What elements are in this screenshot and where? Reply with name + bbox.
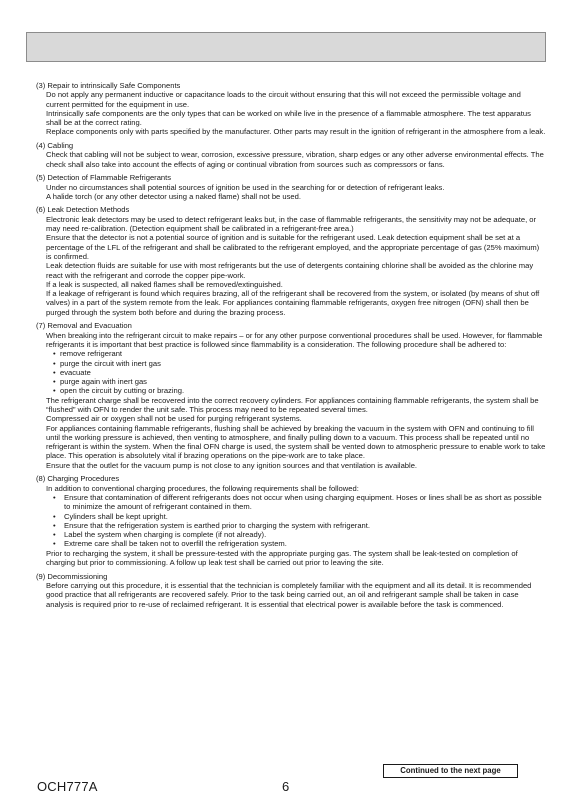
list-item: • evacuate [60, 368, 546, 377]
paragraph: If a leakage of refrigerant is found which requires brazing, all of the refrigerant shall be recovered from the system, or isolated (by means of shut off valves) in a part of the system remote from the leak. For appliances containing flammable refrigerants, oxygen free nitrogen (OFN) shall then be purged through the system both before and during the brazing process. [46, 289, 540, 317]
model-number: OCH777A [37, 779, 98, 794]
list-item: • Extreme care shall be taken not to overfill the refrigeration system. [60, 539, 546, 548]
section-title: (3) Repair to intrinsically Safe Components [36, 81, 181, 90]
section-leak-detection-methods [36, 205, 546, 317]
paragraph: Ensure that the outlet for the vacuum pump is not close to any ignition sources and that ventilation is available. [46, 460, 418, 470]
section-title: (8) Charging Procedures [36, 474, 120, 484]
section-detection-flammable-refrigerants [36, 173, 546, 201]
section-title: (9) Decommissioning [36, 571, 108, 581]
section-title: (5) Detection of Flammable Refrigerants [36, 173, 172, 183]
section-title: (6) Leak Detection Methods [36, 205, 130, 215]
list-item: • Cylinders shall be kept upright. [60, 512, 546, 521]
list-item: • purge again with inert gas [60, 377, 546, 386]
paragraph: Ensure that the detector is not a potential source of ignition and is suitable for the refrigerant used. Leak detection equipment shall be set at a percentage of the LFL of the refrigerant and shall be calibrated to the refrigerant employed, and the appropriate percentage of gas (25% maximum) is confirmed. [46, 233, 540, 261]
paragraph: In addition to conventional charging procedures, the following requirements shall be followed: [46, 483, 359, 493]
paragraph: When breaking into the refrigerant circuit to make repairs – or for any other purpose conventional procedures shall be used. However, for flammable refrigerants it is important that best practice is followed since flammability is a consideration. The following procedure shall be adhered to: [46, 330, 543, 349]
list-item: • remove refrigerant [60, 349, 546, 358]
paragraph: Electronic leak detectors may be used to detect refrigerant leaks but, in the case of flammable refrigerants, the sensitivity may not be adequate, or may need re-calibration. (Detection equipment shall be calibrated in a refrigerant-free area.) [46, 214, 537, 234]
paragraph: For appliances containing flammable refrigerants, flushing shall be achieved by breaking the vacuum in the system with OFN and continuing to fill until the working pressure is achieved, then venting to atmosphere, and finally pulling down to a vacuum. This process shall be repeated until no refrigerant is within the system. When the final OFN charge is used, the system shall be vented down to atmospheric pressure to enable work to take place. This operation is absolutely vital if brazing operations on the pipe-work are to take place. [46, 423, 546, 461]
section-repair-intrinsically-safe [36, 81, 546, 137]
paragraph: Intrinsically safe components are the only types that can be worked on while live in the presence of a flammable atmosphere. The test apparatus shall be at the correct rating. [46, 108, 531, 128]
list-item: • open the circuit by cutting or brazing. [60, 386, 546, 395]
paragraph: Replace components only with parts specified by the manufacturer. Other parts may result in the ignition of refrigerant in the atmosphere from a leak. [46, 127, 546, 137]
section-removal-evacuation [36, 321, 546, 470]
section-decommissioning [36, 572, 546, 609]
document-body [36, 81, 546, 613]
list-item: • purge the circuit with inert gas [60, 359, 546, 368]
paragraph: If a leak is suspected, all naked flames shall be removed/extinguished. [46, 279, 283, 289]
procedure-list [46, 349, 546, 395]
paragraph: A halide torch (or any other detector using a naked flame) shall not be used. [46, 191, 301, 201]
paragraph: The refrigerant charge shall be recovered into the correct recovery cylinders. For appliances containing flammable refrigerants, the system shall be “flushed” with OFN to render the unit safe. This process may need to be repeated several times. [46, 395, 539, 414]
paragraph: Under no circumstances shall potential sources of ignition be used in the searching for or detection of refrigerant leaks. [46, 182, 445, 192]
continued-note: Continued to the next page [383, 764, 518, 778]
paragraph: Do not apply any permanent inductive or capacitance loads to the circuit without ensuring that this will not exceed the permissible voltage and current permitted for the equipment in use. [46, 90, 521, 109]
section-title: (7) Removal and Evacuation [36, 321, 132, 331]
paragraph: Leak detection fluids are suitable for use with most refrigerants but the use of detergents containing chlorine shall be avoided as the chlorine may react with the refrigerant and corrode the copper pipe-work. [46, 261, 534, 280]
requirements-list [46, 493, 546, 549]
list-item: • Ensure that the refrigeration system is earthed prior to charging the system with refrigerant. [60, 521, 546, 530]
paragraph: Compressed air or oxygen shall not be used for purging refrigerant systems. [46, 414, 302, 424]
list-item: • Ensure that contamination of different refrigerants does not occur when using charging equipment. Hoses or lines shall be as short as possible to minimize the amount of refrigerant contained in them. [60, 493, 546, 512]
page-number: 6 [282, 779, 290, 794]
paragraph: Before carrying out this procedure, it is essential that the technician is completely familiar with the equipment and all its detail. It is recommended good practice that all refrigerants are recovered safely. Prior to the task being carried out, an oil and refrigerant sample shall be taken in case analysis is required prior to re-use of reclaimed refrigerant. It is essential that electrical power is available before the task is commenced. [46, 580, 532, 609]
paragraph: Prior to recharging the system, it shall be pressure-tested with the appropriate purging gas. The system shall be leak-tested on completion of charging but prior to commissioning. A follow up leak test shall be carried out prior to leaving the site. [46, 548, 518, 568]
section-title: (4) Cabling [36, 141, 74, 151]
header-band [26, 32, 546, 62]
list-item: • Label the system when charging is complete (if not already). [60, 530, 546, 539]
paragraph: Check that cabling will not be subject to wear, corrosion, excessive pressure, vibration, sharp edges or any other adverse environmental effects. The check shall also take into account the effects of aging or continual vibration from sources such as compressors or fans. [46, 150, 544, 169]
section-cabling [36, 141, 546, 169]
section-charging-procedures [36, 474, 546, 567]
